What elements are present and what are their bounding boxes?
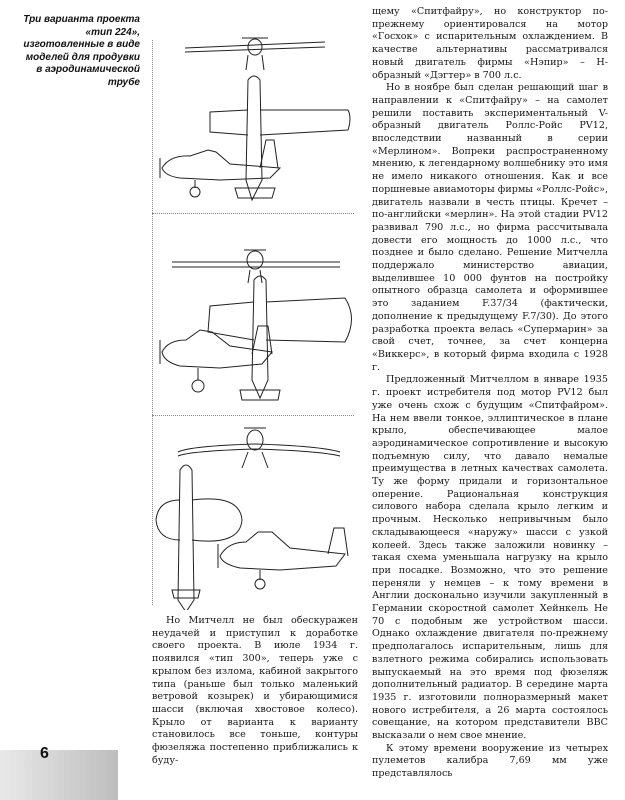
paragraph: щему «Спитфайру», но конструктор по-прежнему ориентировался на мотор «Госхок» с испарительным охлаждением. В качестве альтернативы рассматривался новый двигатель фирмы «Нэпир» – Н-образный «Дэгтер» в 700 л.с. (372, 6, 608, 81)
figure-caption: Три варианта проекта «тип 224», изготовленные в виде моделей для продувки в аэродинамической трубе (23, 14, 140, 88)
right-text-column (372, 6, 608, 781)
footer-bar (0, 750, 118, 800)
page-number: 6 (40, 745, 49, 762)
paragraph: К этому времени вооружение из четырех пулеметов калибра 7,69 мм уже представлялось (372, 742, 608, 780)
aircraft-drawings (150, 0, 360, 610)
variant-1-front-view (185, 38, 325, 70)
variant-2-side-view (160, 326, 272, 392)
variant-1-top-view (210, 76, 350, 200)
variant-3-front-view (178, 428, 340, 468)
paragraph: Предложенный Митчеллом в январе 1935 г. проект истребителя под мотор PV12 был уже очень схож с будущим «Спитфайром». На нем ввели тонкое, эллиптическое в плане крыло, обеспечивающее малое аэродинамическое сопротивление и высокую подъемную силу, что давало немалые преимущества в летных качествах самолета. Ту же форму придали и горизонтальное оперение. Рациональная конструкция силового набора сделала крыло легким и прочным. Несколько непривычным было складывающееся «наружу» шасси с узкой колеей. Здесь также заложили новинку – такая схема уменьшала нагрузку на крыло при посадке. Возможно, что это решение переняли у немцев – к тому времени в Англии досконально изучили закупленный в Германии скоростной самолет Хейнкель Не 70 с подобным же устройством шасси. Однако охлаждение двигателя по-прежнему предполагалось испарительным, лишь для взлетного режима собирались использовать выпускаемый на это время под фюзеляж дополнительный радиатор. В середине марта 1935 г. изготовили полноразмерный макет нового истребителя, а 26 марта состоялось совещание, на котором представители ВВС высказали о нем свое мнение. (372, 374, 608, 742)
variant-2-top-view (208, 276, 352, 400)
variant-3-top-view (156, 465, 242, 610)
variant-3-side-view (218, 528, 348, 589)
left-text-column (152, 615, 358, 767)
paragraph: Но Митчелл не был обескуражен неудачей и приступил к доработке своего проекта. В июле 1934 г. появился «тип 300», теперь уже с крылом без излома, кабиной закрытого типа (раньше был только маленький ветровой козырек) и убирающимися шасси (включая хвостовое колесо). Крыло от варианта к варианту становилось все тоньше, контуры фюзеляжа постепенно приближались к буду- (152, 615, 358, 766)
paragraph: Но в ноябре был сделан решающий шаг в направлении к «Спитфайру» – на самолет решили поставить экспериментальный V-образный двигатель Роллс-Ройс PV12, впоследствии названный в серии «Мерлином». Вопреки распространенному мнению, к легендарному волшебнику это имя не имело никакого отношения. Как и все поршневые авиамоторы фирмы «Роллс-Ройс», двигатель назвали в честь птицы. Кречет – по-английски «мерлин». На этой стадии PV12 развивал 790 л.с., но фирма рассчитывала довести его мощность до 1000 л.с., что позднее и было сделано. Решение Митчелла поддержало министерство авиации, выделившее 10 000 фунтов на постройку опытного образца самолета и оформившее это заданием F.37/34 (фактически, дополнение к предыдущему F.7/30). До этого разработка проекта велась «Супермарин» за свой счет, точнее, за счет концерна «Виккерс», в который фирма входила с 1928 г. (372, 82, 608, 373)
